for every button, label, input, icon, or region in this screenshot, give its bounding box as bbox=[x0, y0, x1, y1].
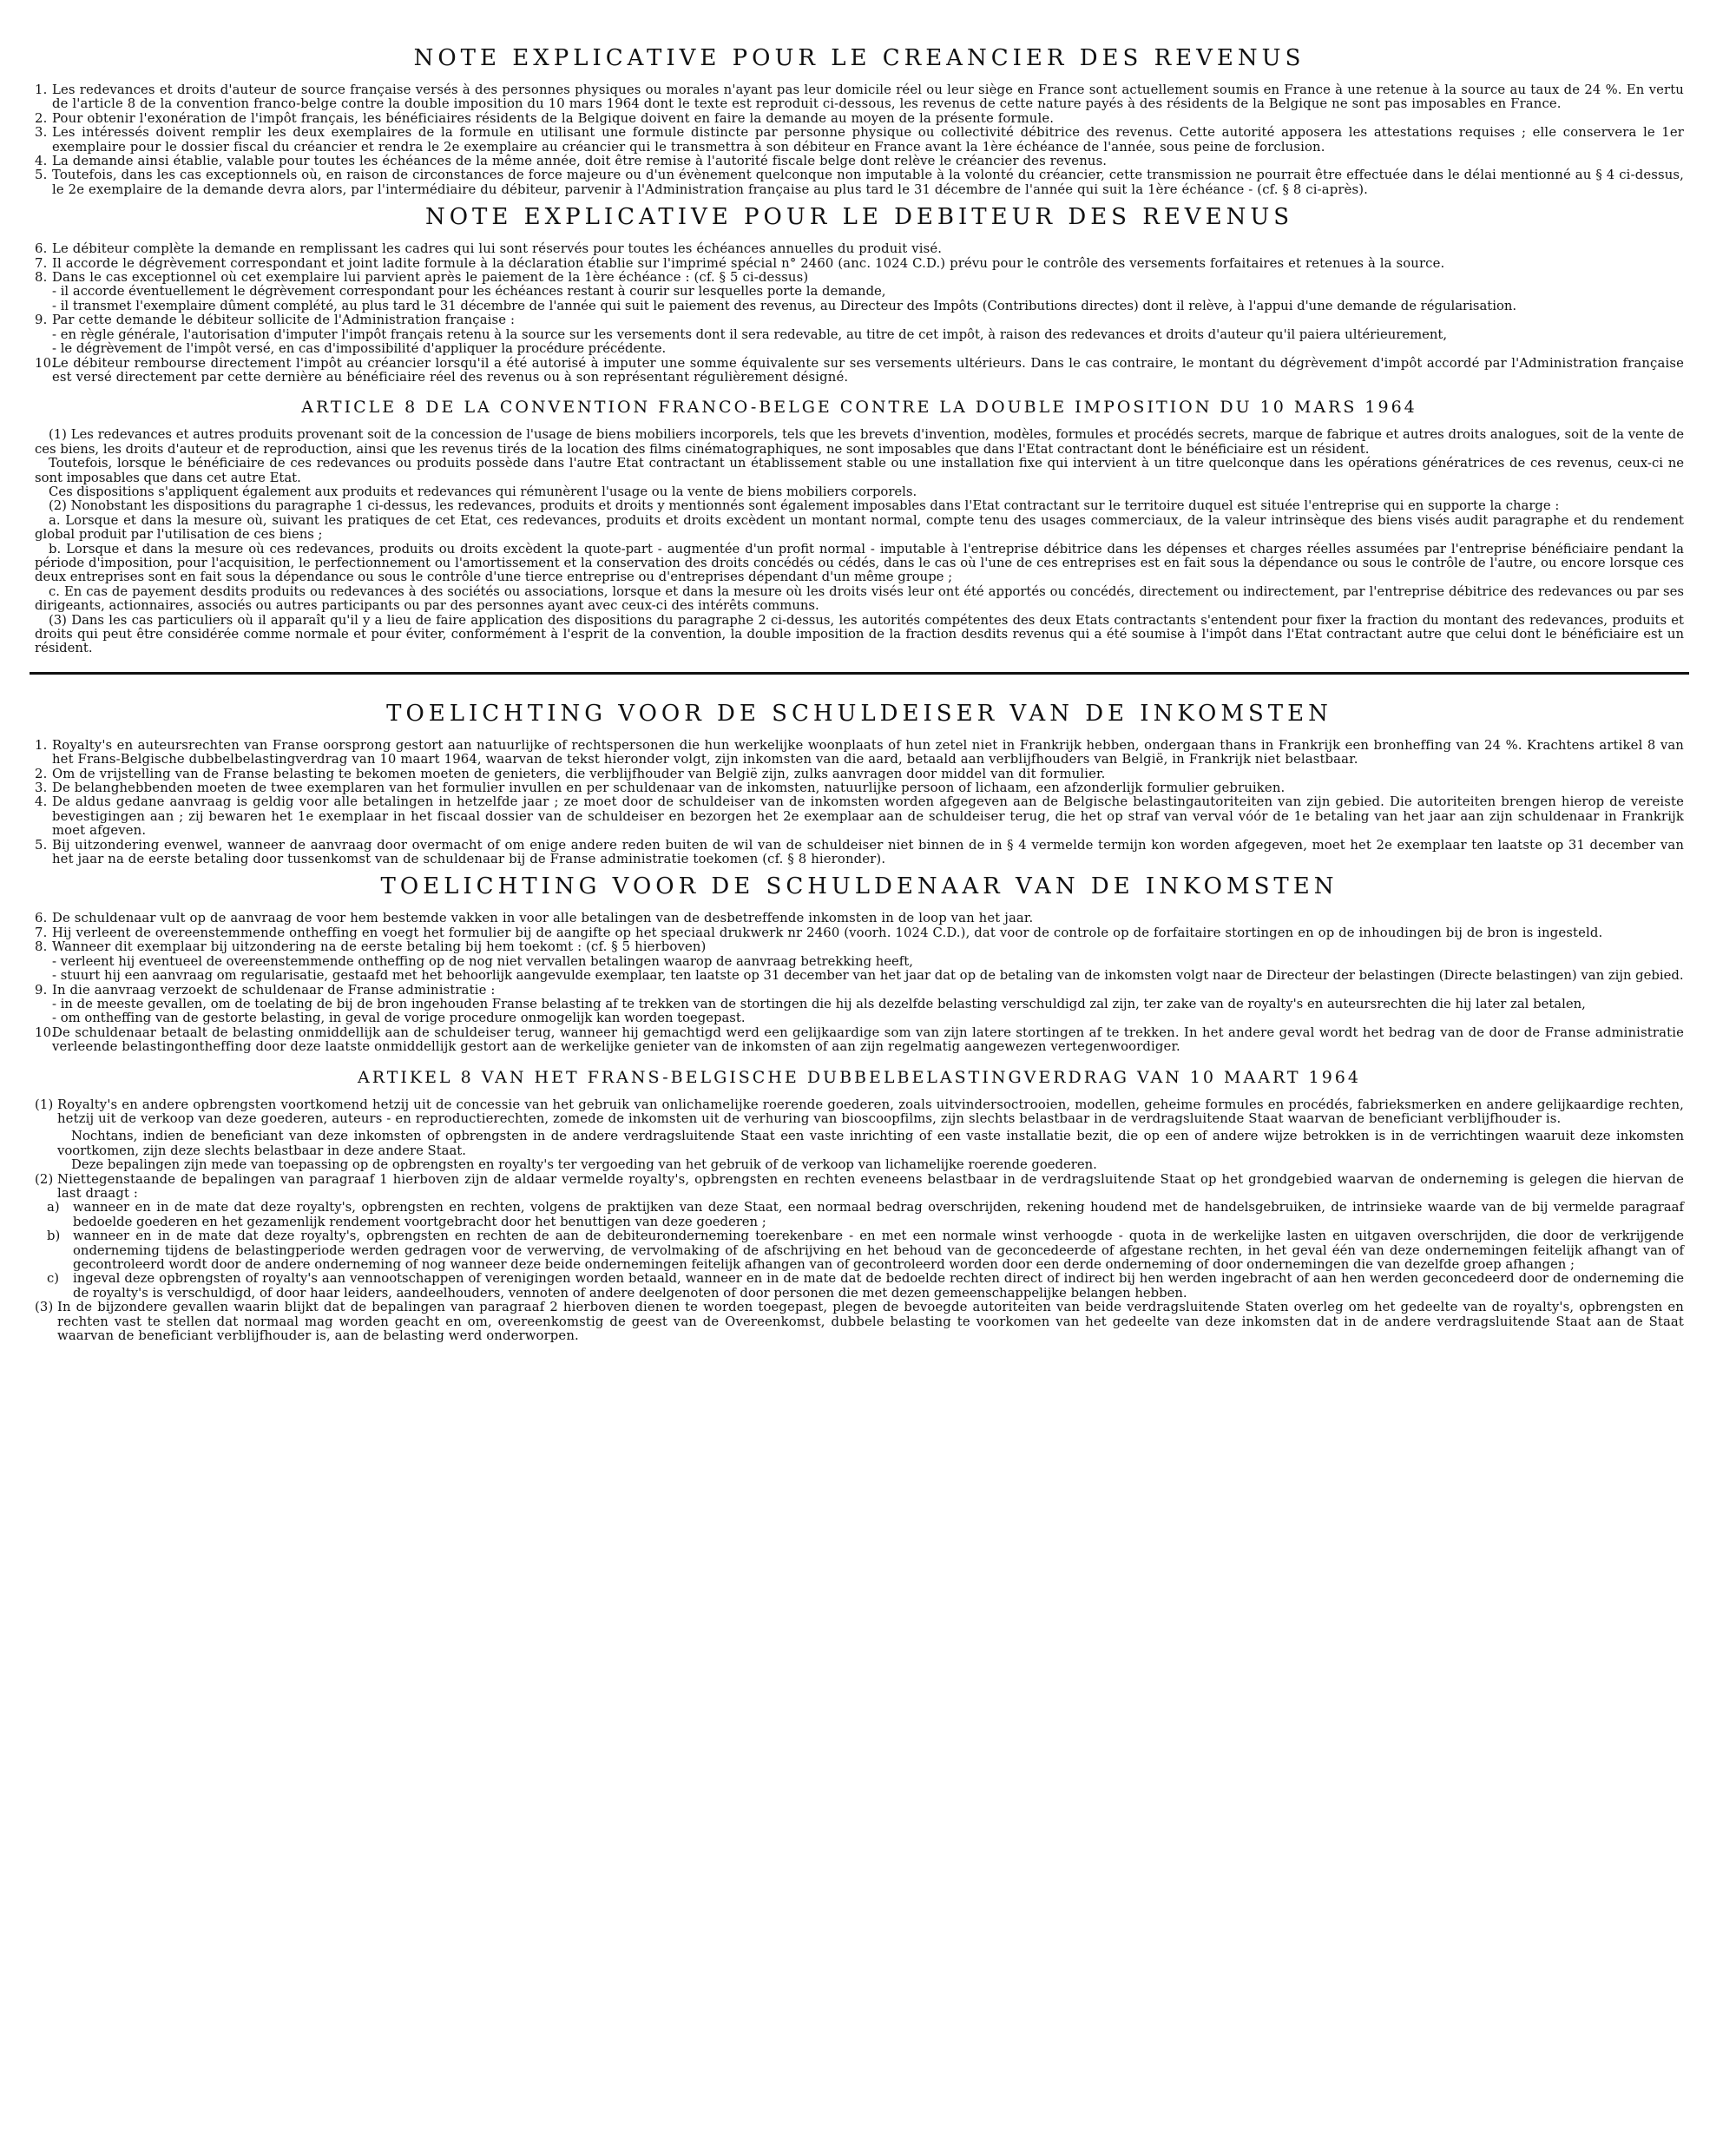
nl-creditor-item-text: Bij uitzondering evenwel, wanneer de aanvraag door overmacht of om enige andere reden buiten de wil van de schuldeiser niet binnen de in § 4 vermelde termijn kon worden afgegeven, moet het 2e exemplaar ten laatste op 31 december van het jaar na de eerste betaling door tussenkomst van de schuldenaar bij de Franse administratie toekomen (cf. § 8 hieronder). bbox=[52, 837, 1684, 867]
document-page bbox=[35, 45, 1684, 1343]
fr-debtor-item-number: 8. bbox=[35, 270, 48, 286]
nl-creditor-title: TOELICHTING VOOR DE SCHULDEISER VAN DE INKOMSTEN bbox=[386, 700, 1332, 727]
nl-debtor-item-3-sub-2: - stuurt hij een aanvraag om regularisatie, gestaafd met het behoorlijk aangevulde exemplaar, ten laatste op 31 december van het jaar dat op de betaling van de inkomsten volgt naar de Directeur der belastingen (Directe belastingen) van zijn gebied. bbox=[52, 968, 1684, 984]
fr-article-para-2: Toutefois, lorsque le bénéficiaire de ces redevances ou produits possède dans l'autre Etat contractant un établissement stable ou une installation fixe qui intervient à un titre quelconque dans les opérations génératrices de ces revenus, ceux-ci ne sont imposables que dans cet autre Etat. bbox=[35, 456, 1684, 485]
fr-creditor-item-number: 2. bbox=[35, 110, 48, 126]
nl-creditor-item-4 bbox=[35, 795, 1684, 838]
nl-creditor-item-1 bbox=[35, 739, 1684, 767]
nl-creditor-item-text: De aldus gedane aanvraag is geldig voor alle betalingen in hetzelfde jaar ; ze moet door de schuldeiser van de inkomsten worden afgegeven aan de Belgische belastingautoriteiten van zijn gebied. Die autoriteiten brengen hierop de vereiste bevestigingen aan ; zij bewaren het 1e exemplaar in het fiscaal dossier van de schuldeiser en bezorgen het 2e exemplaar aan de schuldeiser terug, die het op straf van verval vóór de 1e betaling van het jaar aan zijn schuldenaar in Frankrijk moet afgeven. bbox=[52, 794, 1684, 839]
fr-debtor-item-text: Dans le cas exceptionnel où cet exemplaire lui parvient après le paiement de la 1ère échéance : (cf. § 5 ci-dessus) bbox=[52, 270, 809, 286]
nl-debtor-item-text: De schuldenaar vult op de aanvraag de voor hem bestemde vakken in voor alle betalingen van de desbetreffende inkomsten in de loop van het jaar. bbox=[52, 911, 1034, 926]
nl-debtor-item-4-sub-2: - om ontheffing van de gestorte belasting, in geval de vorige procedure onmogelijk kan worden toegepast. bbox=[52, 1011, 746, 1026]
fr-creditor-item-number: 3. bbox=[35, 125, 48, 141]
fr-article-para-6: b. Lorsque et dans la mesure où ces redevances, produits ou droits excèdent la quote-part - augmentée d'un profit normal - imputable à l'entreprise débitrice dans les dépenses et charges réelles assumées par l'entreprise bénéficiaire pendant la période d'imposition, pour l'acquisition, le perfectionnement ou l'amortissement et la conservation des droits concédés ou cédés, dans le cas où l'une de ces entreprises est en fait sous la dépendance ou sous le contrôle de l'autre, ou encore lorsque ces deux entreprises sont en fait sous la dépendance ou sous le contrôle d'une tierce entreprise ou d'entreprises dépendant d'un même groupe ; bbox=[35, 541, 1684, 585]
fr-creditor-item-text: Toutefois, dans les cas exceptionnels où, en raison de circonstances de force majeure ou d'un évènement quelconque non imputable à la volonté du créancier, cette transmission ne pourrait être effectuée dans le délai mentionné au § 4 ci-dessus, le 2e exemplaire de la demande devra alors, par l'intermédiaire du débiteur, parvenir à l'Administration française au plus tard le 31 décembre de l'année qui suit la 1ère échéance - (cf. § 8 ci-après). bbox=[52, 168, 1684, 197]
fr-debtor-list bbox=[35, 242, 1684, 385]
nl-creditor-item-number: 4. bbox=[35, 794, 48, 810]
nl-article-para-text: Royalty's en andere opbrengsten voortkomend hetzij uit de concessie van het gebruik van onlichamelijke roerende goederen, zoals uitvindersoctrooien, modellen, geheime formules en procédés, fabrieksmerken en andere gelijkaardige rechten, hetzij uit de verkoop van deze goederen, auteurs - en reproductierechten, zomede de inkomsten uit de verhuring van bioscoopfilms, zijn slechts belastbaar in de verdragsluitende Staat waarvan de beneficiant verblijfhouder is. bbox=[57, 1097, 1684, 1126]
nl-article-letter-text: wanneer en in de mate dat deze royalty's, opbrengsten en rechten de aan de debiteuronderneming toerekenbare - en met een normale winst verhoogde - quota in de werkelijke lasten en uitgaven overschrijden, die door de verkrijgende onderneming tijdens de belastingperiode werden gedragen voor de verwerving, de vervolmaking of de afschrijving en het behoud van de geconcedeerde of afgestane rechten, in het geval één van deze ondernemingen feitelijk afhangt van of gecontroleerd wordt door de andere onderneming of nog wanneer deze beide ondernemingen feitelijk afhangen van of gecontroleerd worden door een derde onderneming of door ondernemingen die van dezelfde groep afhangen ; bbox=[73, 1229, 1684, 1272]
nl-article-para-1c: Deze bepalingen zijn mede van toepassing op de opbrengsten en royalty's ter vergoeding van het gebruik of de verkoop van lichamelijke roerende goederen. bbox=[71, 1157, 1097, 1173]
nl-article-para-3 bbox=[35, 1301, 1684, 1343]
fr-article-para-3: Ces dispositions s'appliquent également aux produits et redevances qui rémunèrent l'usage ou la vente de biens mobiliers corporels. bbox=[49, 484, 917, 499]
nl-creditor-item-number: 3. bbox=[35, 781, 48, 796]
nl-debtor-item-text: In die aanvraag verzoekt de schuldenaar de Franse administratie : bbox=[52, 982, 496, 998]
fr-debtor-item-2 bbox=[35, 257, 1684, 271]
nl-creditor-item-3 bbox=[35, 781, 1684, 795]
fr-debtor-item-4 bbox=[35, 313, 1684, 327]
fr-creditor-title: NOTE EXPLICATIVE POUR LE CREANCIER DES REVENUS bbox=[413, 45, 1305, 71]
fr-article-para-7: c. En cas de payement desdits produits ou redevances à des sociétés ou associations, lorsque et dans la mesure où les droits visés leur ont été apportés ou concédés, directement ou indirectement, par l'entreprise débitrice des redevances ou par ses dirigeants, actionnaires, associés ou autres participants ou par des personnes ayant avec ceux-ci des intérêts communs. bbox=[35, 583, 1684, 614]
nl-article-letter-text: wanneer en in de mate dat deze royalty's, opbrengsten en rechten, volgens de praktijken van deze Staat, een normaal bedrag overschrijden, rekening houdend met de handelsgebruiken, de intrinsieke waarde van de bij vermelde paragraaf bedoelde goederen en het gezamenlijk rendement voortgebracht door het benuttigen van deze goederen ; bbox=[73, 1200, 1684, 1229]
nl-creditor-item-text: Om de vrijstelling van de Franse belasting te bekomen moeten de genieters, die verblijfhouder van België zijn, zulks aanvragen door middel van dit formulier. bbox=[52, 766, 1106, 781]
nl-article-para-text: In de bijzondere gevallen waarin blijkt dat de bepalingen van paragraaf 2 hierboven dienen te worden toegepast, plegen de bevoegde autoriteiten van beide verdragsluitende Staten overleg om het gedeelte van de royalty's, opbrengsten en rechten vast te stellen dat normaal mag worden geacht en om, overeenkomstig de geest van de Overeenkomst, dubbele belasting te voorkomen van het gedeelte van deze inkomsten dat in de andere verdragsluitende Staat aan de Staat waarvan de beneficiant verblijfhouder is, aan de belasting werd onderworpen. bbox=[57, 1300, 1684, 1344]
nl-debtor-item-4-sub-1: - in de meeste gevallen, om de toelating de bij de bron ingehouden Franse belasting af te trekken van de stortingen die hij als dezelfde belasting verschuldigd zal zijn, ter zake van de royalty's en auteursrechten die hij later zal betalen, bbox=[52, 996, 1586, 1011]
nl-debtor-item-text: Wanneer dit exemplaar bij uitzondering na de eerste betaling bij hem toekomt : (cf. § 5 hierboven) bbox=[52, 939, 707, 955]
fr-creditor-item-text: Pour obtenir l'exonération de l'impôt français, les bénéficiaires résidents de la Belgique doivent en faire la demande au moyen de la présente formule. bbox=[52, 110, 1055, 126]
nl-article-body bbox=[35, 1098, 1684, 1344]
nl-debtor-list bbox=[35, 912, 1684, 1054]
fr-creditor-item-number: 4. bbox=[35, 154, 48, 169]
nl-article-letter-1 bbox=[35, 1201, 1684, 1229]
fr-creditor-item-3 bbox=[35, 126, 1684, 155]
fr-creditor-item-2 bbox=[35, 112, 1684, 126]
nl-article-para-text: Niettegenstaande de bepalingen van paragraaf 1 hierboven zijn de aldaar vermelde royalty's, opbrengsten en rechten eveneens belastbaar in de verdragsluitende Staat op het grondgebied waarvan de onderneming is gelegen die hiervan de last draagt : bbox=[57, 1171, 1684, 1201]
fr-debtor-item-1 bbox=[35, 242, 1684, 256]
fr-debtor-item-3-sub-2: - il transmet l'exemplaire dûment complété, au plus tard le 31 décembre de l'année qui suit le paiement des revenus, au Directeur des Impôts (Contributions directes) dont il relève, à l'appui d'une demande de régularisation. bbox=[52, 298, 1517, 313]
fr-debtor-item-number: 6. bbox=[35, 241, 48, 257]
nl-article-para-num: (1) bbox=[35, 1097, 54, 1112]
fr-debtor-item-text: Le débiteur rembourse directement l'impôt au créancier lorsqu'il a été autorisé à imputer une somme équivalente sur ses versements ultérieurs. Dans le cas contraire, le montant du dégrèvement d'impôt accordé par l'Administration française est versé directement par cette dernière au bénéficiaire réel des revenus ou à son représentant régulièrement désigné. bbox=[52, 355, 1684, 385]
fr-creditor-item-1 bbox=[35, 83, 1684, 112]
nl-creditor-item-text: Royalty's en auteursrechten van Franse oorsprong gestort aan natuurlijke of rechtspersonen die hun werkelijke woonplaats of hun zetel niet in Frankrijk hebben, ondergaan thans in Frankrijk een bronheffing van 24 %. Krachtens artikel 8 van het Frans-Belgische dubbelbelastingverdrag van 10 maart 1964, waarvan de tekst hieronder volgt, zijn inkomsten van die aard, betaald aan verblijfhouders van België, in Frankrijk niet belastbaar. bbox=[52, 737, 1684, 767]
fr-debtor-item-text: Il accorde le dégrèvement correspondant et joint ladite formule à la déclaration établie sur l'imprimé spécial n° 2460 (anc. 1024 C.D.) prévu pour le contrôle des versements forfaitaires et retenues à la source. bbox=[52, 255, 1445, 271]
nl-article-letter-2 bbox=[35, 1229, 1684, 1272]
nl-article-letter-number: b) bbox=[47, 1229, 61, 1244]
nl-article-para-num: (2) bbox=[35, 1171, 54, 1187]
nl-creditor-item-number: 1. bbox=[35, 737, 48, 753]
nl-creditor-item-number: 5. bbox=[35, 837, 48, 853]
fr-creditor-item-text: Les redevances et droits d'auteur de source française versés à des personnes physiques ou morales n'ayant pas leur domicile réel ou leur siège en France sont actuellement soumis en France à une retenue à la source au taux de 24 %. En vertu de l'article 8 de la convention franco-belge contre la double imposition du 10 mars 1964 dont le texte est reproduit ci-dessous, les revenus de cette nature payés à des résidents de la Belgique ne sont pas imposables en France. bbox=[52, 82, 1684, 112]
fr-debtor-item-number: 10. bbox=[35, 355, 56, 371]
fr-article-body bbox=[35, 428, 1684, 656]
nl-debtor-item-4 bbox=[35, 984, 1684, 998]
nl-article-para-1b: Nochtans, indien de beneficiant van deze inkomsten of opbrengsten in de andere verdragsluitende Staat een vaste inrichting of een vaste installatie bezit, die op een of andere wijze betrokken is in de verrichtingen waaruit deze inkomsten voortkomen, zijn deze slechts belastbaar in deze andere Staat. bbox=[57, 1129, 1684, 1158]
nl-debtor-item-number: 8. bbox=[35, 939, 48, 955]
nl-debtor-item-number: 7. bbox=[35, 925, 48, 940]
nl-article-para-2 bbox=[35, 1173, 1684, 1202]
nl-article-letter-number: a) bbox=[47, 1200, 60, 1215]
nl-debtor-item-number: 6. bbox=[35, 911, 48, 926]
fr-debtor-item-number: 9. bbox=[35, 313, 48, 328]
nl-article-letter-text: ingeval deze opbrengsten of royalty's aan vennootschappen of verenigingen worden betaald, wanneer en in de mate dat de bedoelde rechten direct of indirect bij hen werden ingebracht of aan hen werden geconcedeerd door de onderneming die de royalty's is verschuldigd, of door haar leiders, aandeelhouders, vennoten of andere deelgenoten of door personen die met dezen gemeenschappelijke belangen hebben. bbox=[73, 1271, 1684, 1301]
nl-debtor-item-3 bbox=[35, 940, 1684, 954]
nl-article-para-1 bbox=[35, 1098, 1684, 1127]
fr-creditor-item-number: 1. bbox=[35, 82, 48, 97]
nl-debtor-item-number: 10. bbox=[35, 1024, 56, 1040]
fr-creditor-item-number: 5. bbox=[35, 168, 48, 183]
fr-debtor-item-3 bbox=[35, 271, 1684, 285]
nl-article-letters bbox=[35, 1201, 1684, 1301]
fr-debtor-item-number: 7. bbox=[35, 255, 48, 271]
fr-creditor-item-text: La demande ainsi établie, valable pour toutes les échéances de la même année, doit être remise à l'autorité fiscale belge dont relève le créancier des revenus. bbox=[52, 154, 1108, 169]
fr-creditor-item-4 bbox=[35, 155, 1684, 168]
nl-creditor-item-number: 2. bbox=[35, 766, 48, 781]
language-divider bbox=[30, 672, 1689, 675]
nl-article-letter-number: c) bbox=[47, 1271, 60, 1287]
fr-debtor-item-4-sub-1: - en règle générale, l'autorisation d'imputer l'impôt français retenu à la source sur les versements dont il sera redevable, au titre de cet impôt, à raison des redevances et droits d'auteur qu'il paiera ultérieurement, bbox=[52, 326, 1448, 342]
nl-debtor-item-1 bbox=[35, 912, 1684, 926]
nl-debtor-item-number: 9. bbox=[35, 982, 48, 998]
fr-creditor-list bbox=[35, 83, 1684, 197]
nl-creditor-list bbox=[35, 739, 1684, 867]
fr-debtor-item-5 bbox=[35, 357, 1684, 385]
fr-debtor-item-4-sub-2: - le dégrèvement de l'impôt versé, en cas d'impossibilité d'appliquer la procédure précédente. bbox=[52, 341, 667, 357]
nl-creditor-item-2 bbox=[35, 767, 1684, 781]
nl-article-letter-3 bbox=[35, 1272, 1684, 1301]
nl-debtor-item-3-sub-1: - verleent hij eventueel de overeenstemmende ontheffing op de nog niet vervallen betalingen waarop de aanvraag betrekking heeft, bbox=[52, 953, 913, 969]
fr-article-para-4: (2) Nonobstant les dispositions du paragraphe 1 ci-dessus, les redevances, produits et droits y mentionnés sont également imposables dans l'Etat contractant sur le territoire duquel est située l'entreprise qui en supporte la charge : bbox=[49, 498, 1560, 514]
fr-debtor-item-text: Le débiteur complète la demande en remplissant les cadres qui lui sont réservés pour toutes les échéances annuelles du produit visé. bbox=[52, 241, 943, 257]
nl-debtor-item-2 bbox=[35, 926, 1684, 940]
nl-creditor-item-text: De belanghebbenden moeten de twee exemplaren van het formulier invullen en per schuldenaar van de inkomsten, natuurlijke persoon of lichaam, een afzonderlijk formulier gebruiken. bbox=[52, 781, 1286, 796]
fr-article-para-8: (3) Dans les cas particuliers où il apparaît qu'il y a lieu de faire application des dispositions du paragraphe 2 ci-dessus, les autorités compétentes des deux Etats contractants s'entendent pour fixer la fraction du montant des redevances, produits et droits qui peut être considérée comme normale et pour éviter, conformément à l'esprit de la convention, la double imposition de la fraction desdits revenus qui a été soumise à l'impôt dans l'Etat contractant autre que celui dont le bénéficiaire est un résident. bbox=[35, 612, 1684, 656]
nl-article-title: ARTIKEL 8 VAN HET FRANS-BELGISCHE DUBBELBELASTINGVERDRAG VAN 10 MAART 1964 bbox=[358, 1067, 1361, 1087]
fr-article-para-1: (1) Les redevances et autres produits provenant soit de la concession de l'usage de biens mobiliers incorporels, tels que les brevets d'invention, modèles, formules et procédés secrets, marque de fabrique et autres droits analogues, soit de la vente de ces biens, les droits d'auteur et de reproduction, ainsi que les revenus tirés de la location des films cinématographiques, ne sont imposables que dans l'Etat contractant dont le bénéficiaire est un résident. bbox=[35, 427, 1684, 457]
fr-debtor-item-text: Par cette demande le débiteur sollicite de l'Administration française : bbox=[52, 313, 516, 328]
nl-debtor-item-text: Hij verleent de overeenstemmende ontheffing en voegt het formulier bij de aangifte op het speciaal drukwerk nr 2460 (voorh. 1024 C.D.), dat voor de controle op de forfaitaire stortingen en op de inhoudingen bij de bron is ingesteld. bbox=[52, 925, 1603, 940]
nl-debtor-item-5 bbox=[35, 1026, 1684, 1055]
fr-debtor-item-3-sub-1: - il accorde éventuellement le dégrèvement correspondant pour les échéances restant à courir sur lesquelles porte la demande, bbox=[52, 284, 886, 300]
nl-creditor-item-5 bbox=[35, 839, 1684, 867]
fr-article-title: ARTICLE 8 DE LA CONVENTION FRANCO-BELGE CONTRE LA DOUBLE IMPOSITION DU 10 MARS 1964 bbox=[301, 398, 1417, 418]
fr-article-para-5: a. Lorsque et dans la mesure où, suivant les pratiques de cet Etat, ces redevances, produits et droits excèdent un montant normal, compte tenu des usages commerciaux, de la valeur intrinsèque des biens visés audit paragraphe et du rendement global produit par l'utilisation de ces biens ; bbox=[35, 512, 1684, 543]
fr-debtor-title: NOTE EXPLICATIVE POUR LE DEBITEUR DES REVENUS bbox=[424, 204, 1294, 231]
nl-debtor-item-text: De schuldenaar betaalt de belasting onmiddellijk aan de schuldeiser terug, wanneer hij gemachtigd werd een gelijkaardige som van zijn latere stortingen af te trekken. In het andere geval wordt het bedrag van de door de Franse administratie verleende belastingontheffing door deze laatste onmiddellijk gestort aan de werkelijke genieter van de inkomsten of aan zijn regelmatig aangewezen vertegenwoordiger. bbox=[52, 1024, 1684, 1055]
nl-debtor-title: TOELICHTING VOOR DE SCHULDENAAR VAN DE INKOMSTEN bbox=[380, 873, 1338, 900]
nl-article-para-num: (3) bbox=[35, 1300, 54, 1315]
fr-creditor-item-text: Les intéressés doivent remplir les deux exemplaires de la formule en utilisant une formule distincte par personne physique ou collectivité débitrice des revenus. Cette autorité apposera les attestations requises ; elle conservera le 1er exemplaire pour le dossier fiscal du créancier et rendra le 2e exemplaire au créancier qui le transmettra à son débiteur en France avant la 1ère échéance de l'année, sous peine de forclusion. bbox=[52, 125, 1684, 155]
fr-creditor-item-5 bbox=[35, 168, 1684, 197]
